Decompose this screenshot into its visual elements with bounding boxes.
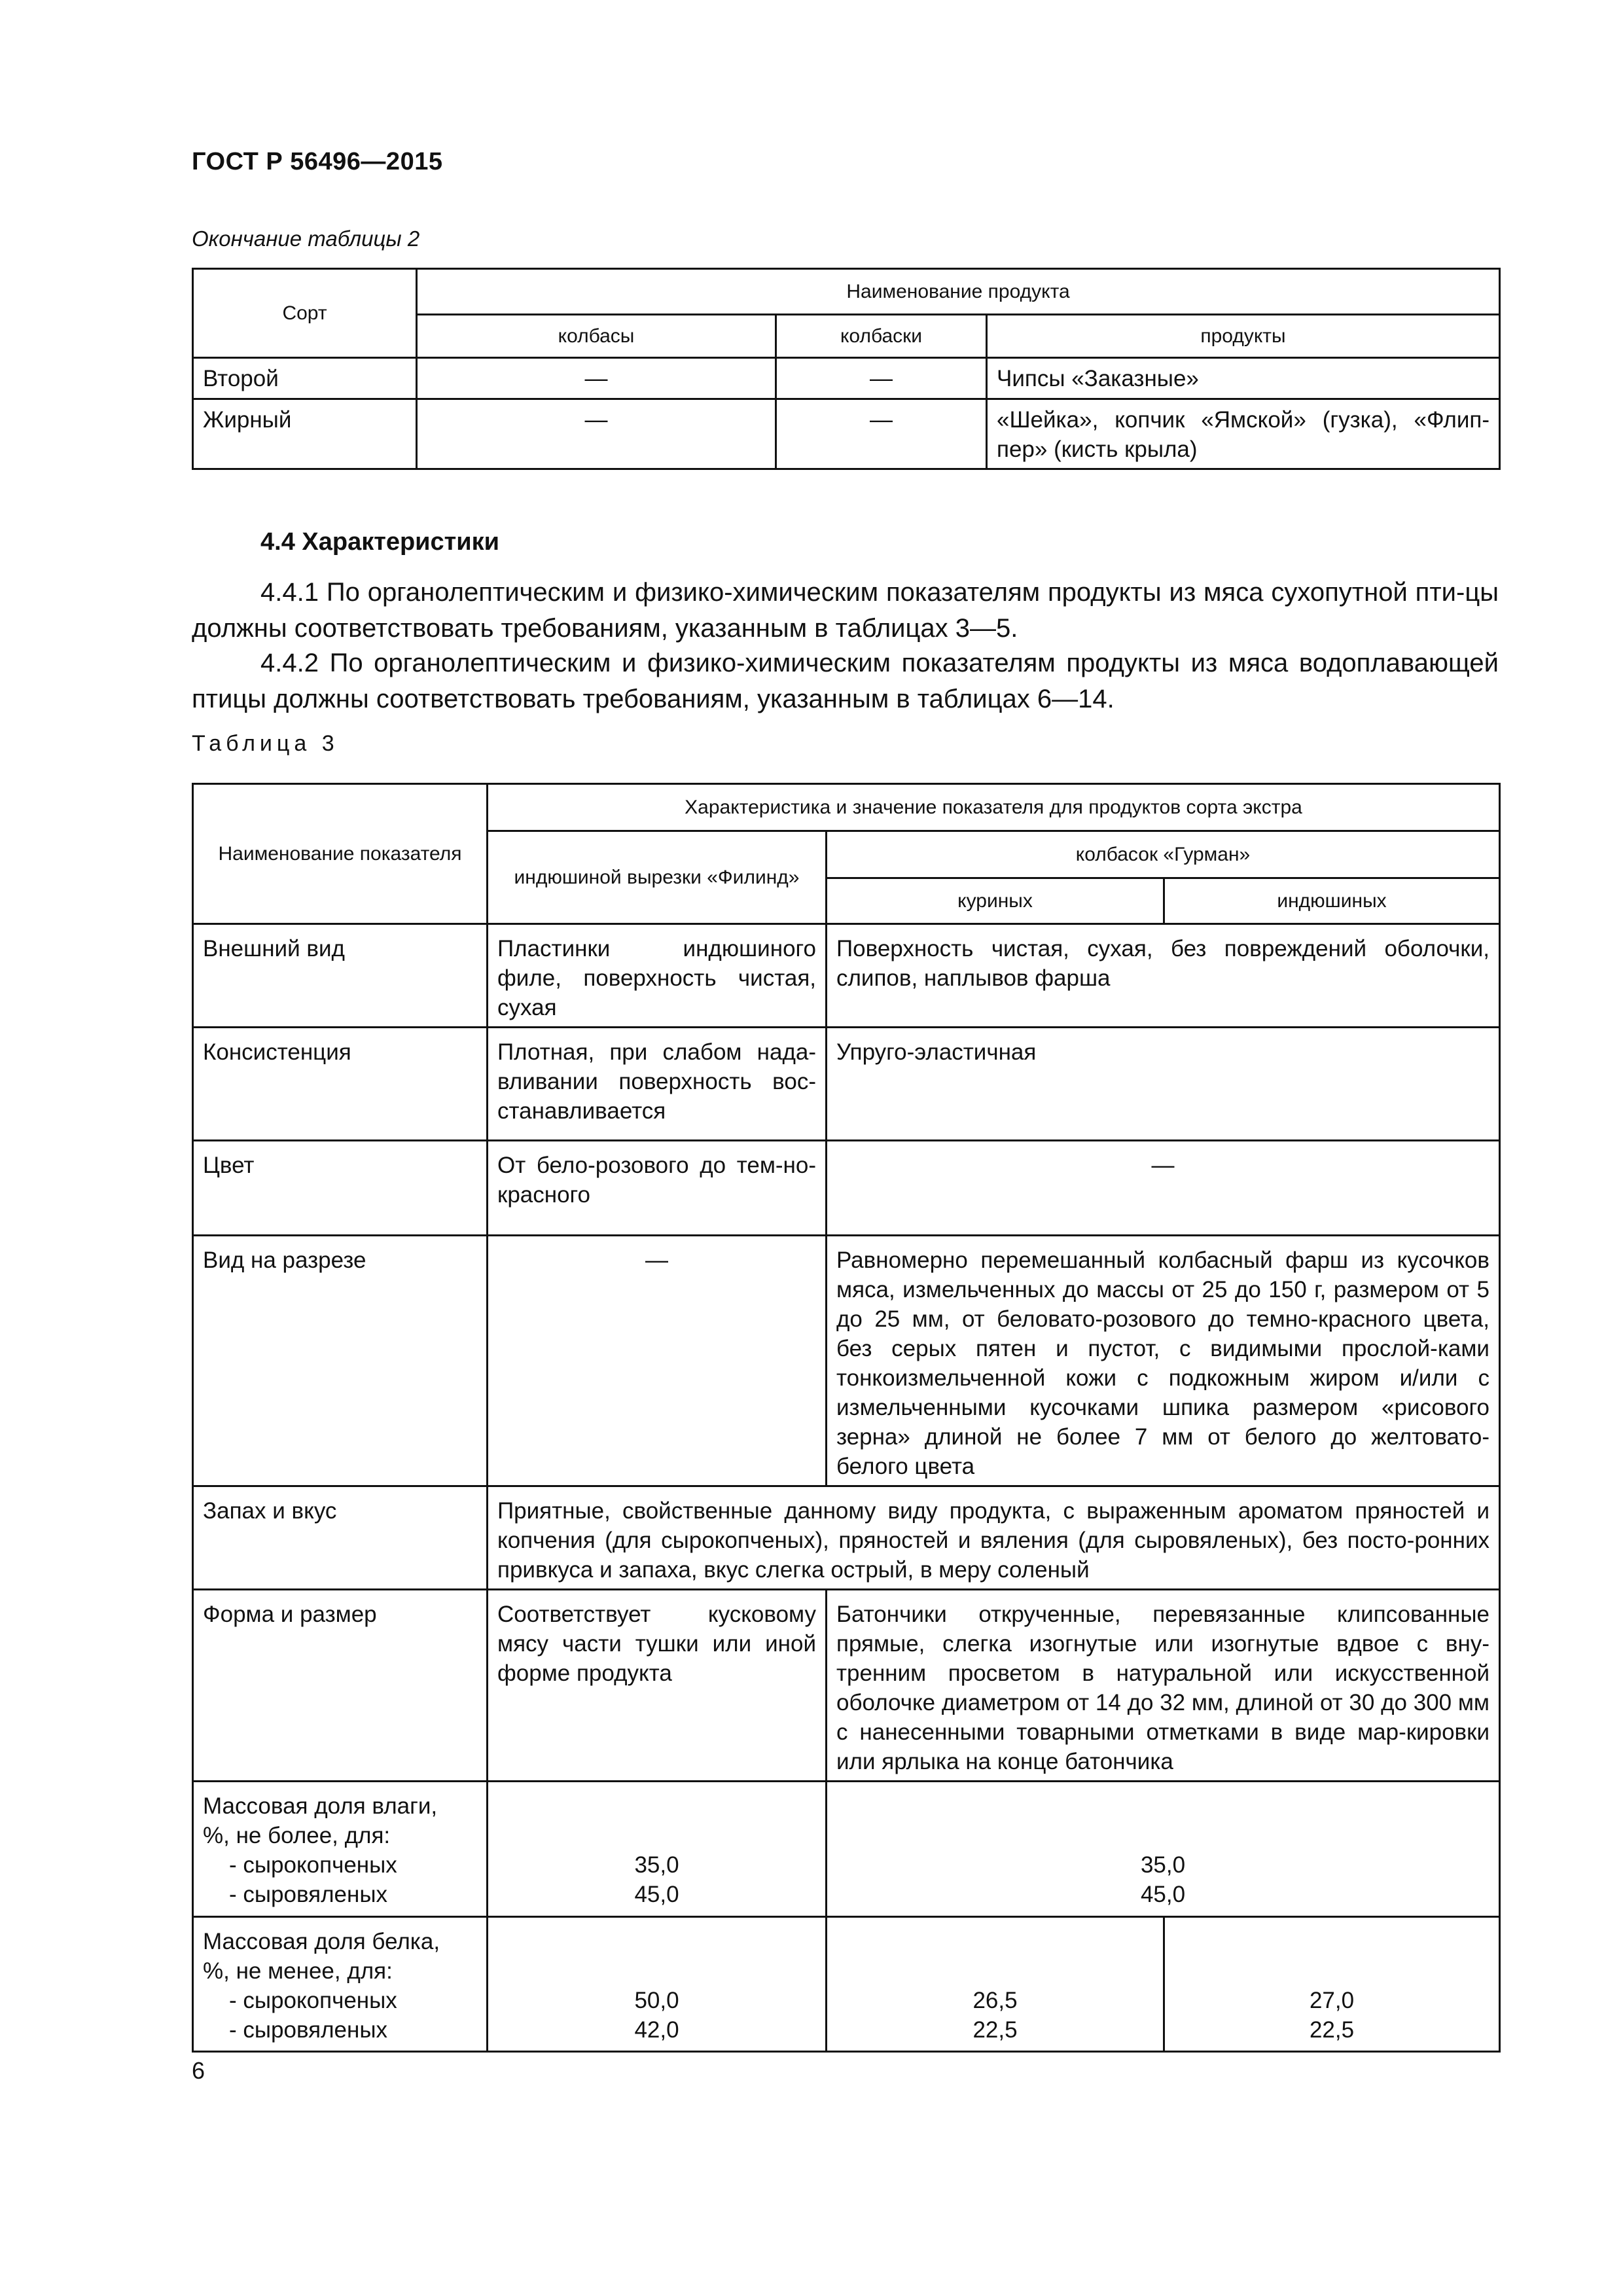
- indicator-sub-item: - сырокопченых: [229, 1988, 397, 2013]
- table2-cell: Чипсы «Заказные»: [987, 358, 1500, 399]
- indicator-name-line: %, не более, для:: [203, 1823, 391, 1848]
- document-header: ГОСТ Р 56496—2015: [192, 148, 443, 175]
- table-row: [193, 1028, 1500, 1141]
- value: 27,0: [1309, 1988, 1355, 2013]
- indicator-name-line: %, не менее, для:: [203, 1958, 393, 1984]
- table-row: [193, 1141, 1500, 1236]
- section-title: 4.4 Характеристики: [260, 528, 500, 556]
- table3-cell: [488, 1782, 827, 1917]
- value: 26,5: [972, 1988, 1018, 2013]
- table-3: [192, 783, 1501, 2053]
- indicator-name-line: Массовая доля белка,: [203, 1929, 440, 1954]
- paragraph-4-4-1: 4.4.1 По органолептическим и физико-химическим показателям продукты из мяса сухопутной пти-цы должны соответствовать требованиям, указанным в таблицах 3—5.: [192, 578, 1499, 643]
- indicator-name: Цвет: [193, 1141, 488, 1236]
- value: 35,0: [1140, 1852, 1186, 1878]
- table3-cell: Плотная, при слабом нада-вливании поверхность вос-станавливается: [488, 1028, 827, 1141]
- value: 45,0: [634, 1882, 679, 1907]
- table3-header-group: Характеристика и значение показателя для продуктов сорта экстра: [488, 784, 1500, 831]
- indicator-name: Запах и вкус: [193, 1486, 488, 1590]
- table3-header-col2b: индюшиных: [1164, 878, 1500, 924]
- table3-cell: От бело-розового до тем-но-красного: [488, 1141, 827, 1236]
- indicator-name: Внешний вид: [193, 924, 488, 1028]
- value: 42,0: [634, 2017, 679, 2043]
- table-row: [193, 1782, 1500, 1917]
- indicator-name: Вид на разрезе: [193, 1236, 488, 1486]
- table3-cell: Приятные, свойственные данному виду продукта, с выраженным ароматом пряностей и копчения (для сырокопченых), пряностей и вяления (для сыровяленых), без посто-ронних привкуса и запаха, вкус слегка острый, в меру соленый: [488, 1486, 1500, 1590]
- table-row: [193, 1917, 1500, 2052]
- indicator-name: Форма и размер: [193, 1590, 488, 1782]
- value: 22,5: [1309, 2017, 1355, 2043]
- paragraph-4-4-2: 4.4.2 По органолептическим и физико-химическим показателям продукты из мяса водоплавающей птицы должны соответствовать требованиям, указанным в таблицах 6—14.: [192, 649, 1499, 713]
- indicator-name: [193, 1917, 488, 2052]
- table-row: [193, 1590, 1500, 1782]
- table-row: [193, 399, 1500, 469]
- table2-cell: —: [417, 358, 776, 399]
- table-2: [192, 268, 1501, 470]
- table3-cell: [1164, 1917, 1500, 2052]
- table3-header-col1: индюшиной вырезки «Филинд»: [488, 831, 827, 924]
- table3-cell: Батончики открученные, перевязанные клипсованные прямые, слегка изогнутые или изогнутые вдвое с вну-тренним просветом в натуральной или искусственной оболочке диаметром от 14 до 32 мм, длиной от 30 до 300 мм с нанесенными товарными отметками в виде мар-кировки или ярлыка на конце батончика: [827, 1590, 1500, 1782]
- table-row: [193, 358, 1500, 399]
- table2-header-product-name: Наименование продукта: [417, 269, 1500, 315]
- indicator-sub-item: - сыровяленых: [229, 2017, 387, 2043]
- table3-cell: —: [827, 1141, 1500, 1236]
- indicator-name: [193, 1782, 488, 1917]
- table3-cell: Пластинки индюшиного филе, поверхность чистая, сухая: [488, 924, 827, 1028]
- table3-header-col2-group: колбасок «Гурман»: [827, 831, 1500, 878]
- table2-cell: Второй: [193, 358, 417, 399]
- table-row: [193, 924, 1500, 1028]
- table2-header-col1: колбасы: [417, 315, 776, 358]
- table2-cell: —: [776, 358, 987, 399]
- table-row: [193, 1236, 1500, 1486]
- table3-cell: Соответствует кусковому мясу части тушки или иной форме продукта: [488, 1590, 827, 1782]
- indicator-name: Консистенция: [193, 1028, 488, 1141]
- table3-cell: Упруго-эластичная: [827, 1028, 1500, 1141]
- table2-cell: «Шейка», копчик «Ямской» (гузка), «Флип-пер» (кисть крыла): [987, 399, 1500, 469]
- table3-cell: [827, 1917, 1164, 2052]
- table2-cell: —: [776, 399, 987, 469]
- page-number: 6: [192, 2057, 205, 2084]
- table2-caption: Окончание таблицы 2: [192, 226, 420, 251]
- table2-cell: Жирный: [193, 399, 417, 469]
- table3-cell: —: [488, 1236, 827, 1486]
- table2-header-col3: продукты: [987, 315, 1500, 358]
- table-row: [193, 1486, 1500, 1590]
- table3-header-col2a: куриных: [827, 878, 1164, 924]
- indicator-name-line: Массовая доля влаги,: [203, 1793, 438, 1819]
- table3-cell: [827, 1782, 1500, 1917]
- table2-header-sort: Сорт: [193, 269, 417, 358]
- value: 22,5: [972, 2017, 1018, 2043]
- value: 35,0: [634, 1852, 679, 1878]
- indicator-sub-item: - сырокопченых: [229, 1852, 397, 1878]
- table2-cell: —: [417, 399, 776, 469]
- table3-header-indicator: Наименование показателя: [193, 784, 488, 924]
- table3-caption: Таблица 3: [192, 731, 339, 756]
- value: 45,0: [1140, 1882, 1186, 1907]
- table2-header-col2: колбаски: [776, 315, 987, 358]
- table3-cell: [488, 1917, 827, 2052]
- table3-cell: Поверхность чистая, сухая, без повреждений оболочки, слипов, наплывов фарша: [827, 924, 1500, 1028]
- table3-cell: Равномерно перемешанный колбасный фарш из кусочков мяса, измельченных до массы от 25 до 150 г, размером от 5 до 25 мм, от беловато-розового до темно-красного цвета, без серых пятен и пустот, с видимыми прослой-ками тонкоизмельченной кожи с подкожным жиром и/или с измельченными кусочками шпика размером «рисового зерна» длиной не более 7 мм от белого до желтовато-белого цвета: [827, 1236, 1500, 1486]
- indicator-sub-item: - сыровяленых: [229, 1882, 387, 1907]
- value: 50,0: [634, 1988, 679, 2013]
